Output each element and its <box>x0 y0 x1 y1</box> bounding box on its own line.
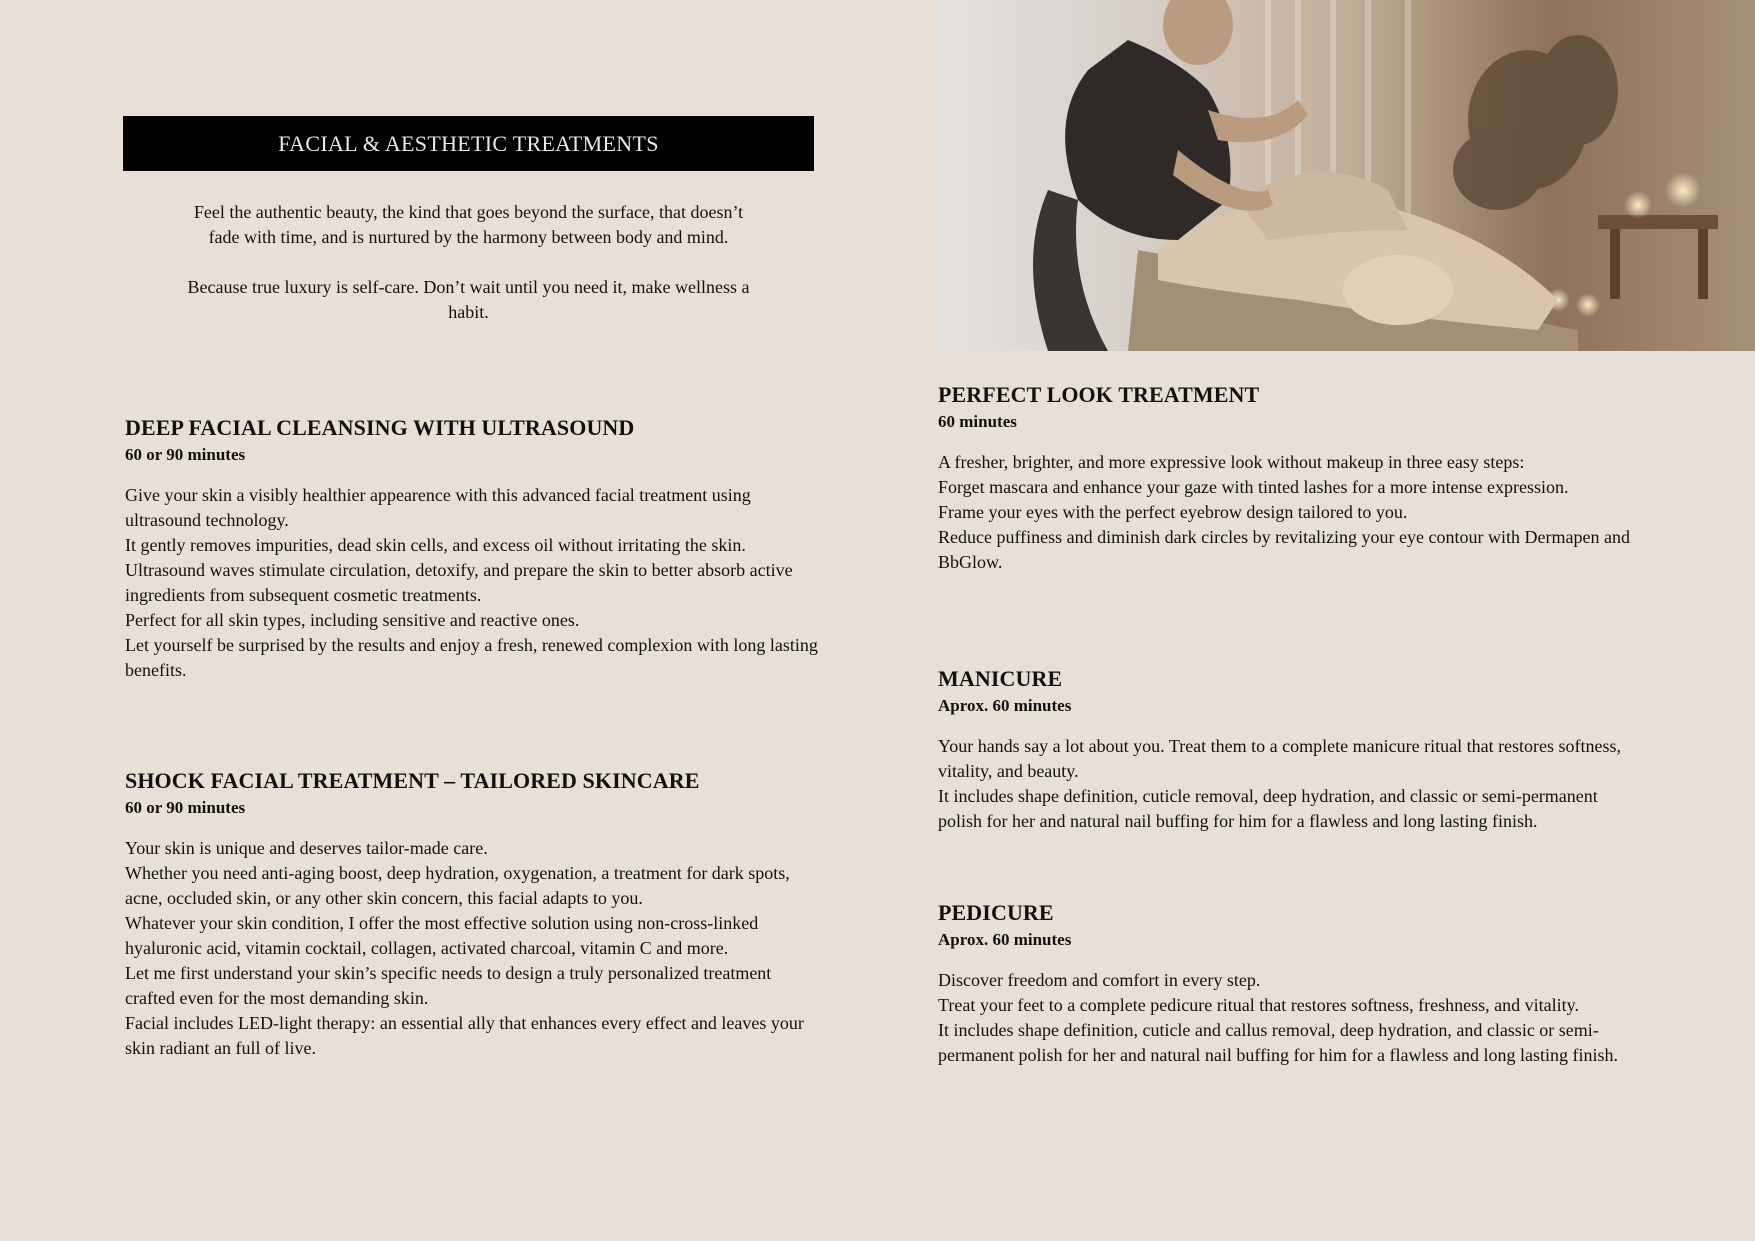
treatment-description <box>938 450 1638 575</box>
treatment-duration: 60 or 90 minutes <box>125 798 246 817</box>
treatment-shock-facial <box>125 766 825 1061</box>
description-line: Give your skin a visibly healthier appearence with this advanced facial treatment using ultrasound technology. <box>125 485 751 530</box>
treatment-duration: Aprox. 60 minutes <box>938 696 1072 715</box>
treatment-title: SHOCK FACIAL TREATMENT – TAILORED SKINCARE <box>125 768 700 793</box>
description-line: Frame your eyes with the perfect eyebrow design tailored to you. <box>938 502 1408 522</box>
treatment-title: DEEP FACIAL CLEANSING WITH ULTRASOUND <box>125 415 635 440</box>
description-line: It includes shape definition, cuticle removal, deep hydration, and classic or semi-permanent polish for her and natural nail buffing for him for a flawless and long lasting finish. <box>938 786 1598 831</box>
treatment-description <box>938 734 1638 834</box>
treatment-description <box>125 836 825 1061</box>
description-line: Ultrasound waves stimulate circulation, detoxify, and prepare the skin to better absorb active ingredients from subsequent cosmetic treatments. <box>125 560 793 605</box>
treatment-title: PERFECT LOOK TREATMENT <box>938 382 1260 407</box>
description-line: Forget mascara and enhance your gaze with tinted lashes for a more intense expression. <box>938 477 1569 497</box>
treatment-title: MANICURE <box>938 666 1063 691</box>
description-line: Whether you need anti-aging boost, deep hydration, oxygenation, a treatment for dark spots, acne, occluded skin, or any other skin concern, this facial adapts to you. <box>125 863 790 908</box>
treatment-pedicure <box>938 898 1638 1068</box>
spa-massage-photo <box>938 0 1755 351</box>
description-line: It gently removes impurities, dead skin cells, and excess oil without irritating the skin. <box>125 535 746 555</box>
treatment-manicure <box>938 664 1638 834</box>
massage-scene-illustration <box>938 0 1755 351</box>
treatment-deep-facial-cleansing <box>125 413 825 683</box>
description-line: Your hands say a lot about you. Treat them to a complete manicure ritual that restores softness, vitality, and beauty. <box>938 736 1622 781</box>
description-line: Your skin is unique and deserves tailor-made care. <box>125 838 488 858</box>
treatment-duration: 60 minutes <box>938 412 1017 431</box>
treatment-perfect-look <box>938 380 1638 575</box>
section-header-bar <box>123 116 814 171</box>
description-line: Facial includes LED-light therapy: an essential ally that enhances every effect and leaves your skin radiant an full of live. <box>125 1013 804 1058</box>
treatment-duration: Aprox. 60 minutes <box>938 930 1072 949</box>
description-line: It includes shape definition, cuticle and callus removal, deep hydration, and classic or semi-permanent polish for her and natural nail buffing for him for a flawless and long lasting finish. <box>938 1020 1619 1065</box>
description-line: Discover freedom and comfort in every step. <box>938 970 1261 990</box>
treatment-duration: 60 or 90 minutes <box>125 445 246 464</box>
description-line: Treat your feet to a complete pedicure ritual that restores softness, freshness, and vitality. <box>938 995 1579 1015</box>
treatment-description <box>125 483 825 683</box>
treatment-title: PEDICURE <box>938 900 1054 925</box>
description-line: Let yourself be surprised by the results and enjoy a fresh, renewed complexion with long lasting benefits. <box>125 635 818 680</box>
description-line: Perfect for all skin types, including sensitive and reactive ones. <box>125 610 580 630</box>
intro-paragraph-1: Feel the authentic beauty, the kind that goes beyond the surface, that doesn’t fade with time, and is nurtured by the harmony between body and mind. <box>193 202 744 247</box>
treatment-description <box>938 968 1638 1068</box>
page-title: FACIAL & AESTHETIC TREATMENTS <box>278 130 659 156</box>
description-line: A fresher, brighter, and more expressive look without makeup in three easy steps: <box>938 452 1525 472</box>
intro-paragraph-2: Because true luxury is self-care. Don’t wait until you need it, make wellness a habit. <box>187 277 750 322</box>
description-line: Let me first understand your skin’s specific needs to design a truly personalized treatment crafted even for the most demanding skin. <box>125 963 772 1008</box>
description-line: Reduce puffiness and diminish dark circles by revitalizing your eye contour with Dermapen and BbGlow. <box>938 527 1630 572</box>
description-line: Whatever your skin condition, I offer the most effective solution using non-cross-linked hyaluronic acid, vitamin cocktail, collagen, activated charcoal, vitamin C and more. <box>125 913 759 958</box>
intro-text <box>123 200 814 325</box>
